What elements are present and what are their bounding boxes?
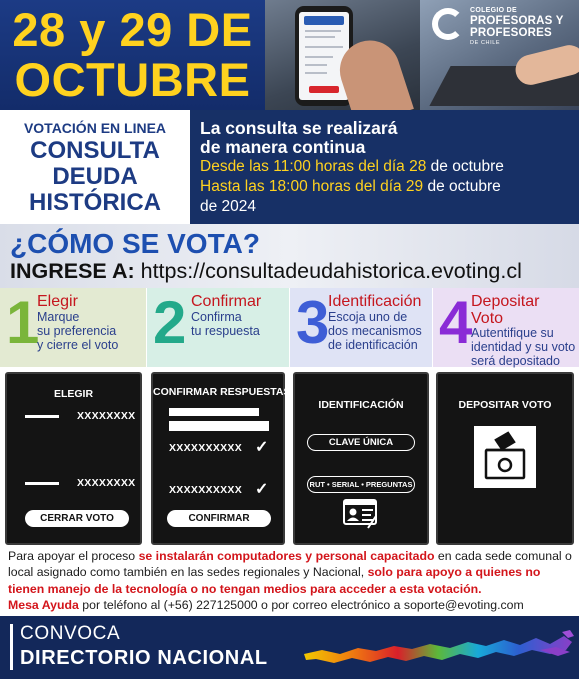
step-title: Elegir — [37, 293, 78, 310]
logo-text-2: PROFESORAS Y — [470, 15, 564, 27]
check-icon: ✓ — [255, 439, 269, 456]
voting-url[interactable]: INGRESE A: https://consultadeudahistorica.evoting.cl — [10, 259, 522, 283]
mesa-ayuda-label: Mesa Ayuda — [8, 597, 79, 612]
screen-title: CONFIRMAR RESPUESTAS — [153, 386, 291, 398]
como-se-vota-heading: ¿CÓMO SE VOTA? — [10, 228, 260, 259]
clave-unica-button[interactable]: CLAVE ÚNICA — [307, 434, 415, 451]
date-panel — [0, 0, 265, 110]
logo-text-1: COLEGIO DE — [470, 7, 517, 14]
end-time: Hasta las 18:00 horas del día 29 de octubre — [200, 178, 501, 195]
step-1-elegir — [0, 288, 146, 367]
step-number: 3 — [296, 289, 330, 356]
option-1[interactable]: XXXXXXXX — [77, 410, 136, 422]
step-2-confirmar — [147, 288, 289, 367]
title-line-2: DEUDA — [52, 163, 138, 190]
option-line — [25, 415, 59, 418]
answer-bar — [169, 421, 269, 431]
step-4-depositar — [433, 288, 579, 367]
lead-line-1: La consulta se realizará — [200, 118, 398, 138]
option-line — [25, 482, 59, 485]
voting-link[interactable]: https://consultadeudahistorica.evoting.cl — [134, 259, 522, 283]
lead-line-2: de manera continua — [200, 137, 366, 157]
screen-title: ELEGIR — [53, 388, 94, 400]
consulta-title-block — [0, 110, 190, 224]
chile-map-icon — [300, 620, 576, 676]
support-contact: por teléfono al (+56) 227125000 o por correo electrónico a soporte@evoting.com — [78, 597, 524, 612]
identificacion-screen — [293, 372, 429, 545]
check-icon: ✓ — [255, 481, 269, 498]
start-time: Desde las 11:00 horas del día 28 de octubre — [200, 158, 504, 175]
divider — [10, 624, 13, 670]
header-banner — [0, 0, 579, 110]
answer-2: XXXXXXXXXX — [169, 484, 243, 496]
elegir-screen — [5, 372, 142, 545]
step-title: Identificación — [328, 293, 422, 310]
directorio-text: DIRECTORIO NACIONAL — [20, 647, 268, 669]
year-line: de 2024 — [200, 198, 257, 215]
colegio-logo — [432, 4, 577, 50]
depositar-screen — [436, 372, 574, 545]
cerrar-voto-button[interactable]: CERRAR VOTO — [25, 510, 129, 527]
phone-voting-photo — [265, 0, 420, 110]
confirmar-button[interactable]: CONFIRMAR — [167, 510, 271, 527]
logo-ring-icon — [432, 8, 464, 40]
step-description: Autentifique su identidad y su voto será depositado — [471, 326, 576, 368]
id-card-icon — [342, 498, 380, 532]
date-line-2: OCTUBRE — [14, 53, 251, 106]
step-title: Confirmar — [191, 293, 262, 310]
title-line-1: CONSULTA — [30, 137, 160, 164]
answer-1: XXXXXXXXXX — [169, 442, 243, 454]
step-title: Depositar Voto — [471, 293, 540, 327]
step-number: 4 — [439, 289, 473, 356]
step-description: Confirma tu respuesta — [191, 310, 260, 338]
screen-title: DEPOSITAR VOTO — [458, 399, 552, 411]
schedule-panel — [190, 110, 579, 224]
rut-serial-button[interactable]: RUT • SERIAL • PREGUNTAS — [307, 476, 415, 493]
convoca-text: CONVOCA — [20, 623, 121, 644]
como-se-vota-band — [0, 224, 579, 288]
votacion-subtitle: VOTACIÓN EN LINEA — [23, 120, 167, 136]
footer-band — [0, 616, 579, 679]
step-description: Escoja uno de dos mecanismos de identificación — [328, 310, 422, 352]
step-description: Marque su preferencia y cierre el voto — [37, 310, 119, 352]
title-line-3: HISTÓRICA — [29, 189, 161, 216]
phone-screen — [299, 12, 349, 100]
ballot-box-icon — [472, 424, 538, 490]
screen-title: IDENTIFICACIÓN — [318, 399, 404, 411]
step-number: 1 — [6, 289, 40, 356]
confirmar-screen — [151, 372, 291, 545]
step-number: 2 — [153, 289, 187, 356]
logo-text-4: DE CHILE — [470, 40, 501, 46]
date-line-1: 28 y 29 DE — [12, 3, 253, 56]
logo-text-3: PROFESORES — [470, 27, 552, 39]
answer-bar — [169, 408, 259, 416]
support-info: Para apoyar el proceso se instalarán computadores y personal capacitado en cada sede comunal o local asignado como también en las sedes regionales y Nacional, solo para apoyo a quienes no tienen manejo de la tecnología o no tengan medios para acceder a esta votación. Mesa Ayuda por teléfono al (+56) 227125000 o por correo electrónico a soporte@evoting.com — [8, 549, 572, 612]
option-2[interactable]: XXXXXXXX — [77, 477, 136, 489]
step-3-identificacion — [290, 288, 432, 367]
